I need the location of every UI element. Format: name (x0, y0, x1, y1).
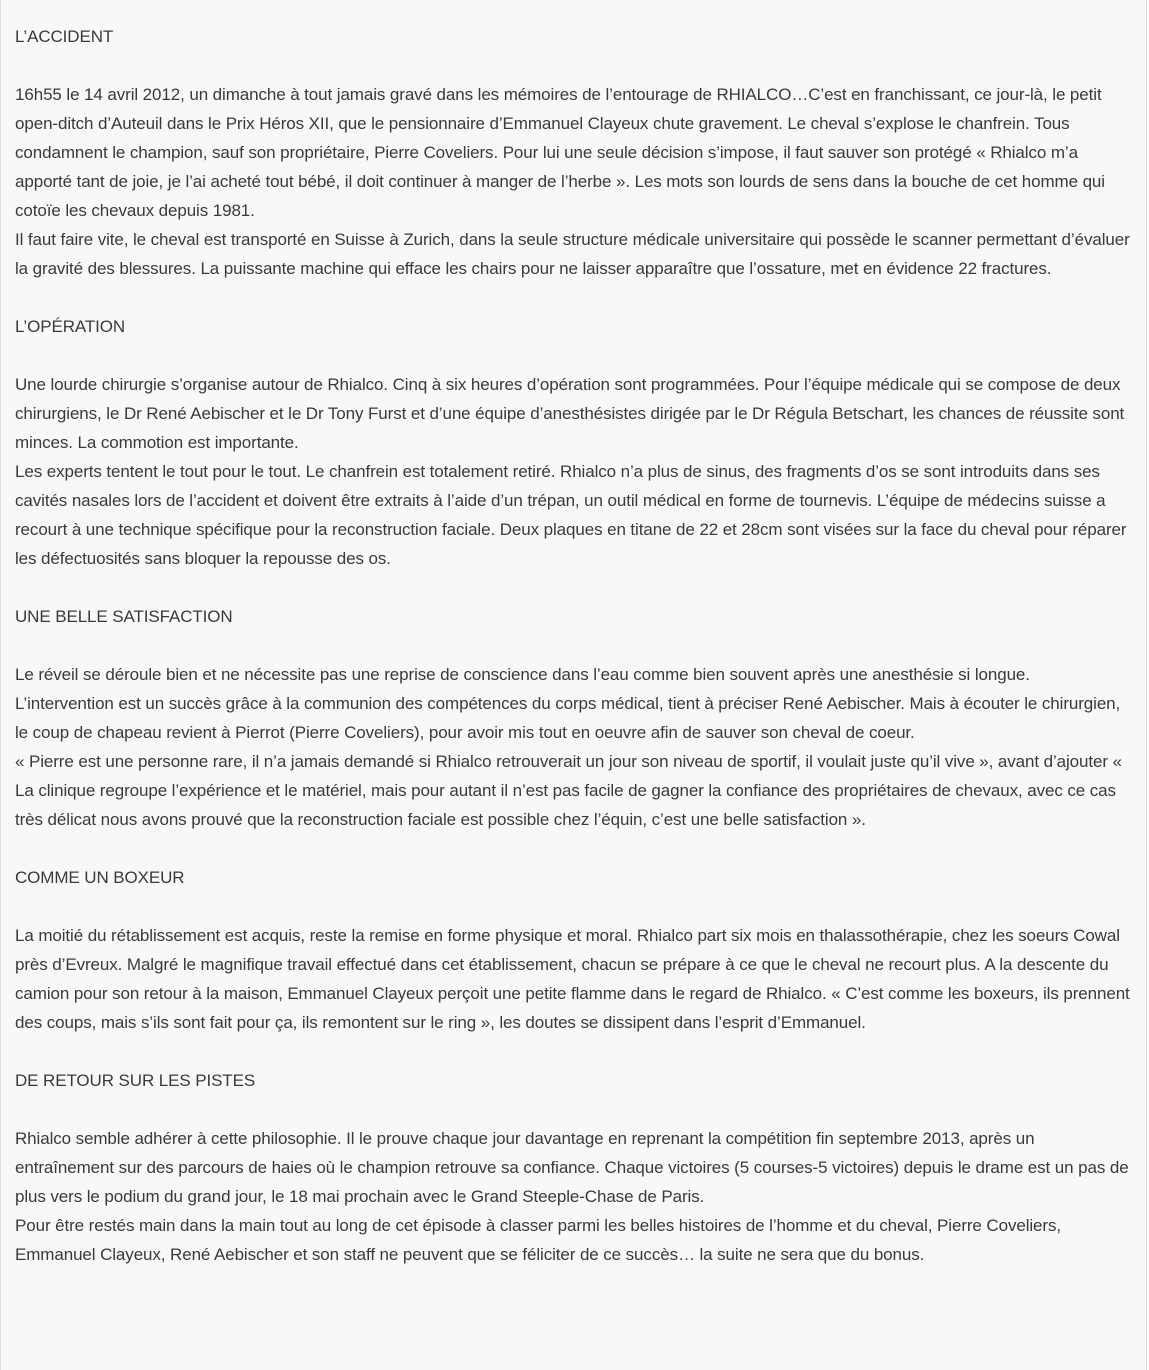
paragraph: La moitié du rétablissement est acquis, reste la remise en forme physique et moral. Rhialco part six mois en thalassothérapie, chez les soeurs Cowal près d’Evreux. Malgré le magnifique travail effectué dans cet établissement, chacun se prépare à ce que le cheval ne recourt plus. A la descente du camion pour son retour à la maison, Emmanuel Clayeux perçoit une petite flamme dans le regard de Rhialco. « C’est comme les boxeurs, ils prennent des coups, mais s’ils sont fait pour ça, ils remontent sur le ring », les doutes se dissipent dans l’esprit d’Emmanuel. (15, 926, 1130, 1032)
paragraph: Les experts tentent le tout pour le tout. Le chanfrein est totalement retiré. Rhialco n’a plus de sinus, des fragments d’os se sont introduits dans ses cavités nasales lors de l’accident et doivent être extraits à l’aide d’un trépan, un outil médical en forme de tournevis. L’équipe de médecins suisse a recourt à une technique spécifique pour la reconstruction faciale. Deux plaques en titane de 22 et 28cm sont visées sur la face du cheval pour réparer les défectuosités sans bloquer la repousse des os. (15, 462, 1127, 568)
section-body-accident (15, 80, 1132, 283)
paragraph: Le réveil se déroule bien et ne nécessite pas une reprise de conscience dans l’eau comme bien souvent après une anesthésie si longue. L’intervention est un succès grâce à la communion des compétences du corps médical, tient à préciser René Aebischer. Mais à écouter le chirurgien, le coup de chapeau revient à Pierrot (Pierre Coveliers), pour avoir mis tout en oeuvre afin de sauver son cheval de coeur. (15, 665, 1121, 742)
section-body-retour (15, 1124, 1132, 1269)
paragraph: Il faut faire vite, le cheval est transporté en Suisse à Zurich, dans la seule structure médicale universitaire qui possède le scanner permettant d’évaluer la gravité des blessures. La puissante machine qui efface les chairs pour ne laisser apparaître que l’ossature, met en évidence 22 fractures. (15, 230, 1130, 278)
section-title-retour: DE RETOUR SUR LES PISTES (15, 1071, 256, 1090)
section-body-operation (15, 370, 1132, 573)
section-title-accident: L’ACCIDENT (15, 27, 114, 46)
section-title-operation: L’OPÉRATION (15, 317, 126, 336)
section-body-satisfaction (15, 660, 1132, 834)
paragraph: Une lourde chirurgie s’organise autour de Rhialco. Cinq à six heures d’opération sont programmées. Pour l’équipe médicale qui se compose de deux chirurgiens, le Dr René Aebischer et le Dr Tony Furst et d’une équipe d’anesthésistes dirigée par le Dr Régula Betschart, les chances de réussite sont minces. La commotion est importante. (15, 375, 1125, 452)
paragraph: 16h55 le 14 avril 2012, un dimanche à tout jamais gravé dans les mémoires de l’entourage de RHIALCO…C’est en franchissant, ce jour-là, le petit open-ditch d’Auteuil dans le Prix Héros XII, que le pensionnaire d’Emmanuel Clayeux chute gravement. Le cheval s’explose le chanfrein. Tous condamnent le champion, sauf son propriétaire, Pierre Coveliers. Pour lui une seule décision s’impose, il faut sauver son protégé « Rhialco m’a apporté tant de joie, je l’ai acheté tout bébé, il doit continuer à manger de l’herbe ». Les mots son lourds de sens dans la bouche de cet homme qui cotoïe les chevaux depuis 1981. (15, 85, 1105, 220)
paragraph: Pour être restés main dans la main tout au long de cet épisode à classer parmi les belles histoires de l’homme et du cheval, Pierre Coveliers, Emmanuel Clayeux, René Aebischer et son staff ne peuvent que se féliciter de ce succès… la suite ne sera que du bonus. (15, 1216, 1061, 1264)
section-body-boxeur (15, 921, 1132, 1037)
section-title-satisfaction: UNE BELLE SATISFACTION (15, 607, 233, 626)
paragraph: Rhialco semble adhérer à cette philosophie. Il le prouve chaque jour davantage en reprenant la compétition fin septembre 2013, après un entraînement sur des parcours de haies où le champion retrouve sa confiance. Chaque victoires (5 courses-5 victoires) depuis le drame est un pas de plus vers le podium du grand jour, le 18 mai prochain avec le Grand Steeple-Chase de Paris. (15, 1129, 1129, 1206)
section-title-boxeur: COMME UN BOXEUR (15, 868, 185, 887)
paragraph: « Pierre est une personne rare, il n’a jamais demandé si Rhialco retrouverait un jour son niveau de sportif, il voulait juste qu’il vive », avant d’ajouter « La clinique regroupe l’expérience et le matériel, mais pour autant il n’est pas facile de gagner la confiance des propriétaires de chevaux, avec ce cas très délicat nous avons prouvé que la reconstruction faciale est possible chez l’équin, c’est une belle satisfaction ». (15, 752, 1122, 829)
